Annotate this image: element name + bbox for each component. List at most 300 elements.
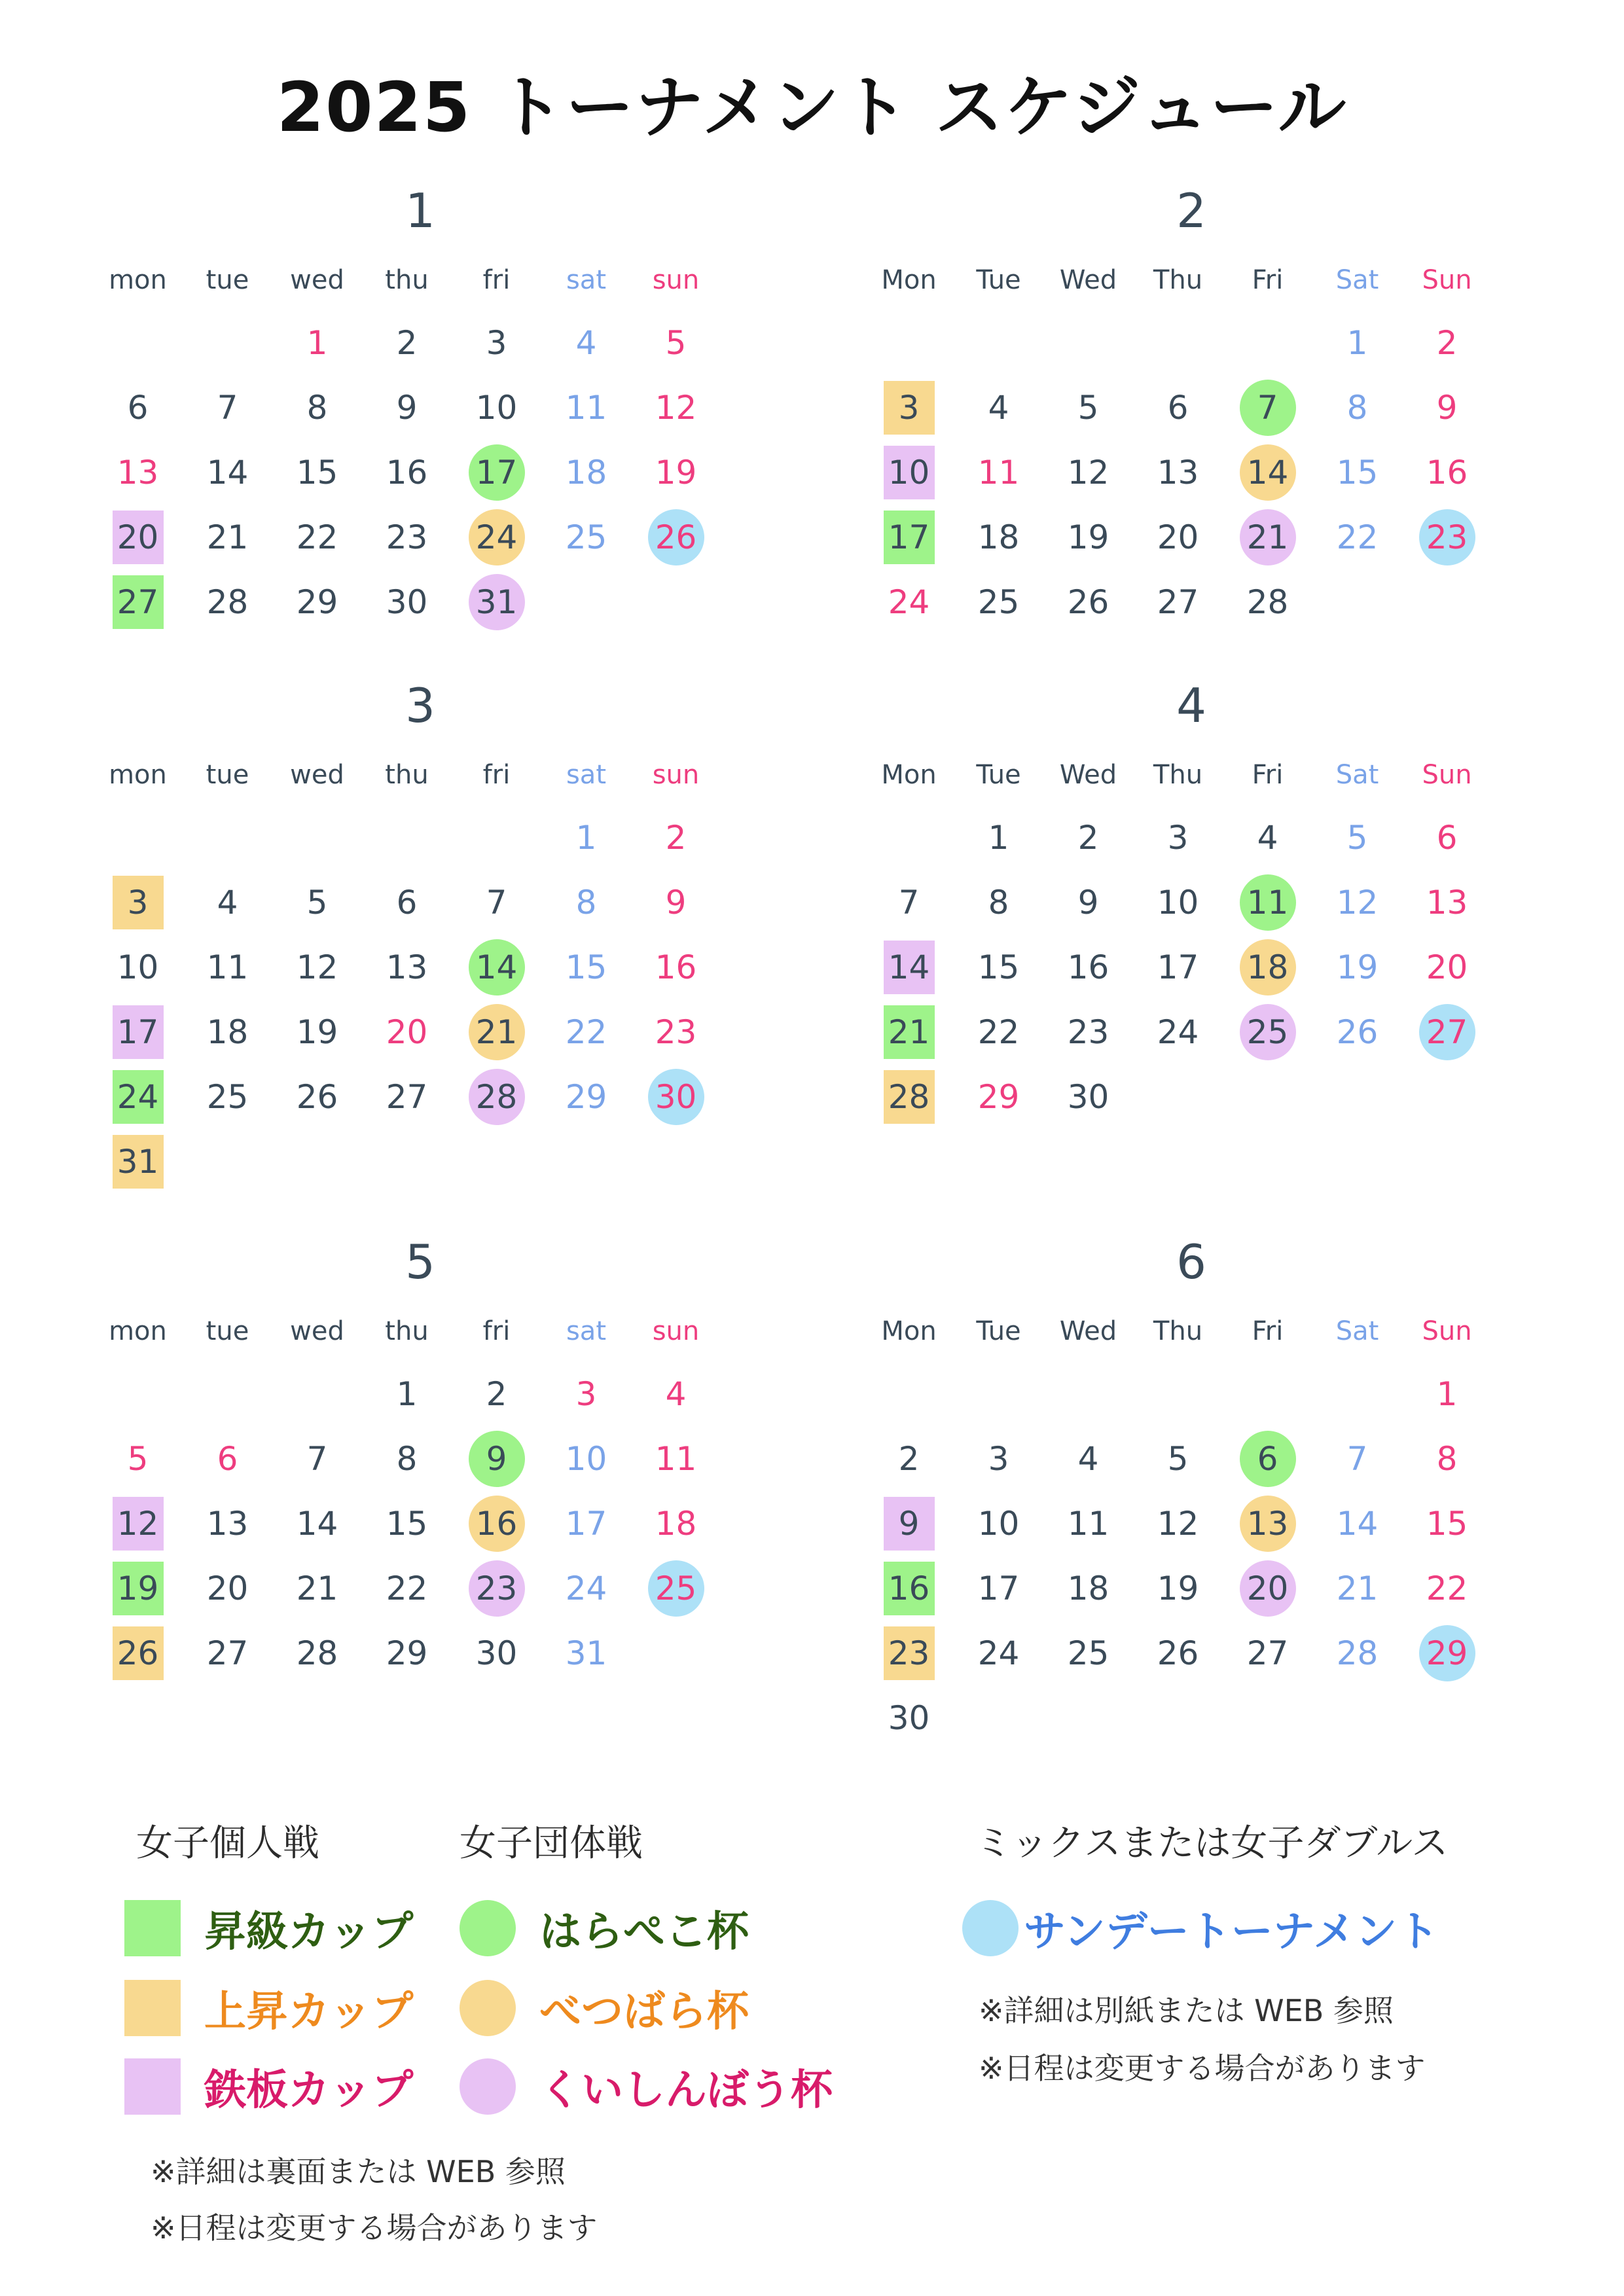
day-cell [1312,440,1402,505]
week-row [864,310,1519,375]
week-row [864,1685,1519,1750]
week-row [93,870,748,935]
day-number: 19 [296,1013,338,1051]
weekday-label: Wed [1059,265,1117,295]
day-cell [183,870,272,935]
legend-heading-mixed: ミックスまたは女子ダブルス [975,1822,1449,1865]
day-cell [1402,805,1492,870]
legend-heading-team: 女子団体戦 [460,1822,643,1865]
day-number: 8 [988,883,1009,922]
day-cell [183,505,272,569]
day-number: 22 [565,1013,607,1051]
day-number: 25 [1067,1634,1110,1672]
day-number: 15 [386,1504,428,1543]
month-title: 5 [405,1234,435,1289]
day-cell [1043,1064,1133,1129]
day-cell [1223,375,1312,440]
day-cell [93,1064,183,1129]
day-cell [1133,805,1223,870]
day-number: 18 [206,1013,249,1051]
day-cell [541,1064,631,1129]
day-cell [1312,999,1402,1064]
day-cell [1312,1556,1402,1621]
day-number: 9 [665,883,687,922]
day-number: 27 [1426,1013,1468,1051]
day-cell [93,505,183,569]
day-number: 15 [296,453,338,492]
day-cell [954,375,1043,440]
day-cell [541,505,631,569]
weekday-label: Tue [976,760,1021,790]
day-cell [272,1621,362,1685]
day-cell [1312,1064,1402,1129]
day-cell [452,569,541,634]
day-number: 21 [475,1013,518,1051]
square-swatch-icon [124,1900,181,1956]
day-cell [631,870,721,935]
week-row [864,999,1519,1064]
day-cell [93,1361,183,1426]
day-number: 23 [475,1569,518,1607]
day-number: 16 [888,1569,930,1607]
weekday-label: Sun [1422,760,1472,790]
day-cell [1402,999,1492,1064]
day-number: 20 [1426,948,1468,986]
day-cell [362,1491,452,1556]
day-number: 17 [475,453,518,492]
day-cell [1402,1556,1492,1621]
day-number: 13 [1246,1504,1289,1543]
day-number: 4 [217,883,238,922]
day-number: 19 [1157,1569,1199,1607]
day-cell [1133,870,1223,935]
day-cell [1043,505,1133,569]
day-number: 4 [575,323,597,362]
day-cell [183,569,272,634]
day-number: 27 [117,583,159,621]
day-number: 1 [575,818,597,857]
day-number: 9 [486,1439,507,1478]
day-number: 13 [1426,883,1468,922]
legend-item-harapeko-hai [460,1898,749,1958]
day-number: 24 [117,1077,159,1116]
day-number: 20 [206,1569,249,1607]
day-cell [1312,805,1402,870]
day-number: 23 [888,1634,930,1672]
day-cell [541,1426,631,1491]
day-cell [183,440,272,505]
day-cell [1312,935,1402,999]
weekday-label: Wed [1059,760,1117,790]
note-schedule-change-right: ※日程は変更する場合があります [979,2051,1426,2086]
day-number: 19 [655,453,697,492]
day-number: 23 [386,518,428,556]
day-number: 30 [655,1077,697,1116]
day-number: 28 [1246,583,1289,621]
legend-label: くいしんぼう杯 [539,2066,833,2115]
day-cell [1043,1491,1133,1556]
day-number: 13 [1157,453,1199,492]
day-cell [1133,440,1223,505]
week-row [864,1426,1519,1491]
day-number: 29 [1426,1634,1468,1672]
day-number: 26 [655,518,697,556]
day-cell [93,1491,183,1556]
day-number: 7 [306,1439,328,1478]
day-cell [954,870,1043,935]
day-number: 14 [1246,453,1289,492]
day-number: 8 [1346,388,1368,427]
day-number: 24 [1157,1013,1199,1051]
day-number: 7 [1257,388,1278,427]
weekday-label: mon [109,1316,167,1346]
day-number: 11 [565,388,607,427]
day-cell [631,310,721,375]
legend-item-shokyu-cup [124,1898,413,1958]
weekday-label: thu [385,265,429,295]
week-row [93,1621,748,1685]
weekday-label: mon [109,760,167,790]
day-cell [1133,1361,1223,1426]
day-cell [631,935,721,999]
weekday-header [864,745,1519,805]
day-number: 14 [1336,1504,1379,1543]
weekday-label: Thu [1153,760,1203,790]
day-cell [1043,870,1133,935]
day-number: 12 [1336,883,1379,922]
week-row [93,999,748,1064]
day-cell [864,440,954,505]
day-number: 6 [127,388,149,427]
day-cell [1312,310,1402,375]
day-cell [1312,1361,1402,1426]
weekday-label: Sat [1335,1316,1379,1346]
weekday-label: tue [206,265,249,295]
weekday-label: tue [206,760,249,790]
week-row [93,1361,748,1426]
month-title: 4 [1176,678,1206,733]
day-number: 28 [475,1077,518,1116]
day-cell [272,1426,362,1491]
day-number: 10 [888,453,930,492]
day-cell [272,1556,362,1621]
weekday-label: Sun [1422,1316,1472,1346]
weekday-label: Wed [1059,1316,1117,1346]
day-number: 10 [1157,883,1199,922]
week-row [864,805,1519,870]
weekday-label: sat [566,1316,607,1346]
day-number: 27 [1246,1634,1289,1672]
day-cell [362,1426,452,1491]
day-cell [452,440,541,505]
day-number: 3 [898,388,920,427]
day-cell [362,1621,452,1685]
day-cell [272,310,362,375]
day-cell [541,805,631,870]
month-calendar [93,1223,748,1685]
day-number: 1 [1346,323,1368,362]
day-number: 19 [1067,518,1110,556]
weekday-label: Sun [1422,265,1472,295]
day-number: 11 [977,453,1020,492]
month-title: 3 [405,678,435,733]
day-number: 29 [296,583,338,621]
circle-swatch-icon [460,1900,516,1956]
day-number: 22 [386,1569,428,1607]
day-number: 30 [1067,1077,1110,1116]
weekday-label: wed [290,1316,344,1346]
day-number: 18 [565,453,607,492]
day-cell [1043,375,1133,440]
day-cell [362,1064,452,1129]
day-number: 4 [665,1374,687,1413]
day-number: 27 [1157,583,1199,621]
day-cell [1043,1621,1133,1685]
day-number: 8 [306,388,328,427]
week-row [93,375,748,440]
week-row [93,440,748,505]
day-number: 16 [655,948,697,986]
day-cell [864,505,954,569]
day-cell [1402,1491,1492,1556]
weekday-label: sat [566,265,607,295]
day-cell [93,1426,183,1491]
day-cell [631,1064,721,1129]
month-calendar [93,171,748,634]
day-cell [864,1426,954,1491]
day-cell [1402,569,1492,634]
day-number: 1 [988,818,1009,857]
circle-swatch-icon [460,2058,516,2115]
day-cell [1223,935,1312,999]
week-row [864,440,1519,505]
day-cell [362,505,452,569]
day-number: 3 [486,323,507,362]
day-number: 13 [117,453,159,492]
day-cell [1133,999,1223,1064]
day-cell [272,1129,362,1194]
day-number: 7 [1346,1439,1368,1478]
day-cell [954,999,1043,1064]
day-number: 4 [988,388,1009,427]
day-cell [631,1621,721,1685]
legend-label: 鉄板カップ [204,2066,414,2115]
day-cell [93,569,183,634]
day-cell [1043,935,1133,999]
day-number: 14 [888,948,930,986]
day-cell [183,805,272,870]
day-number: 18 [977,518,1020,556]
legend-item-betsubara-hai [460,1978,749,2038]
day-cell [954,1491,1043,1556]
weekday-label: fri [482,265,511,295]
day-number: 28 [1336,1634,1379,1672]
weekday-label: Mon [881,760,937,790]
day-cell [1312,375,1402,440]
day-cell [1223,805,1312,870]
day-cell [452,1621,541,1685]
day-number: 27 [386,1077,428,1116]
day-cell [362,999,452,1064]
weekday-label: tue [206,1316,249,1346]
weekday-header [93,745,748,805]
page-title: 2025 トーナメント スケジュール [276,67,1348,147]
day-cell [93,1129,183,1194]
day-cell [1402,505,1492,569]
week-row [864,1491,1519,1556]
day-number: 2 [396,323,418,362]
day-cell [1133,935,1223,999]
day-number: 4 [1257,818,1278,857]
day-cell [1223,1621,1312,1685]
day-cell [541,1361,631,1426]
day-number: 9 [396,388,418,427]
day-cell [362,805,452,870]
square-swatch-icon [124,1980,181,2036]
day-number: 15 [1336,453,1379,492]
weekday-label: mon [109,265,167,295]
day-cell [1402,1426,1492,1491]
day-number: 20 [1157,518,1199,556]
weekday-label: fri [482,1316,511,1346]
day-number: 24 [475,518,518,556]
day-cell [93,999,183,1064]
day-cell [362,1361,452,1426]
day-cell [864,1685,954,1750]
day-cell [1223,870,1312,935]
day-cell [183,935,272,999]
day-number: 20 [1246,1569,1289,1607]
day-number: 23 [1426,518,1468,556]
day-cell [541,1556,631,1621]
legend-label: 上昇カップ [204,1988,414,2036]
day-cell [272,569,362,634]
day-number: 17 [977,1569,1020,1607]
day-number: 26 [1336,1013,1379,1051]
day-cell [864,375,954,440]
week-row [864,935,1519,999]
day-cell [1223,1426,1312,1491]
day-cell [452,1129,541,1194]
day-number: 5 [665,323,687,362]
day-cell [362,870,452,935]
day-number: 22 [1336,518,1379,556]
day-number: 30 [475,1634,518,1672]
day-cell [362,440,452,505]
day-number: 18 [1246,948,1289,986]
day-number: 30 [386,583,428,621]
day-number: 10 [475,388,518,427]
day-cell [954,505,1043,569]
day-cell [864,1064,954,1129]
day-number: 11 [1246,883,1289,922]
day-cell [1223,505,1312,569]
day-number: 24 [977,1634,1020,1672]
day-number: 25 [977,583,1020,621]
day-cell [1312,1685,1402,1750]
week-row [864,569,1519,634]
day-cell [1043,1426,1133,1491]
day-cell [1043,805,1133,870]
day-number: 5 [1077,388,1099,427]
day-number: 8 [575,883,597,922]
day-cell [864,569,954,634]
day-cell [954,1426,1043,1491]
weekday-label: thu [385,1316,429,1346]
week-row [93,505,748,569]
day-cell [272,999,362,1064]
day-cell [272,935,362,999]
day-cell [183,1064,272,1129]
day-cell [1312,569,1402,634]
weekday-label: sun [652,1316,700,1346]
day-number: 10 [117,948,159,986]
day-cell [864,935,954,999]
day-number: 12 [117,1504,159,1543]
day-cell [452,375,541,440]
day-number: 1 [306,323,328,362]
day-number: 12 [655,388,697,427]
day-number: 27 [206,1634,249,1672]
week-row [93,1426,748,1491]
weekday-label: Fri [1252,760,1284,790]
day-number: 1 [396,1374,418,1413]
day-cell [631,440,721,505]
weekday-header [93,250,748,310]
day-number: 24 [565,1569,607,1607]
day-cell [1043,1361,1133,1426]
day-cell [864,805,954,870]
day-number: 1 [1436,1374,1458,1413]
day-cell [631,805,721,870]
day-number: 19 [1336,948,1379,986]
day-number: 2 [486,1374,507,1413]
day-cell [183,1129,272,1194]
day-number: 12 [1067,453,1110,492]
weekday-label: Thu [1153,265,1203,295]
day-number: 11 [655,1439,697,1478]
day-number: 2 [1077,818,1099,857]
day-cell [1223,1064,1312,1129]
day-cell [272,375,362,440]
day-cell [1223,999,1312,1064]
day-number: 21 [1336,1569,1379,1607]
day-cell [452,805,541,870]
day-number: 16 [386,453,428,492]
day-cell [93,870,183,935]
legend-item-josho-cup [124,1978,413,2038]
day-cell [183,1621,272,1685]
day-cell [272,870,362,935]
day-number: 21 [296,1569,338,1607]
day-cell [272,505,362,569]
day-number: 6 [1257,1439,1278,1478]
day-cell [1133,375,1223,440]
day-cell [272,440,362,505]
day-number: 17 [888,518,930,556]
day-number: 3 [575,1374,597,1413]
day-cell [1133,1064,1223,1129]
day-number: 13 [206,1504,249,1543]
day-number: 5 [306,883,328,922]
day-number: 9 [898,1504,920,1543]
day-number: 19 [117,1569,159,1607]
day-number: 16 [1426,453,1468,492]
day-number: 5 [1346,818,1368,857]
day-number: 9 [1077,883,1099,922]
day-number: 17 [1157,948,1199,986]
day-cell [631,505,721,569]
